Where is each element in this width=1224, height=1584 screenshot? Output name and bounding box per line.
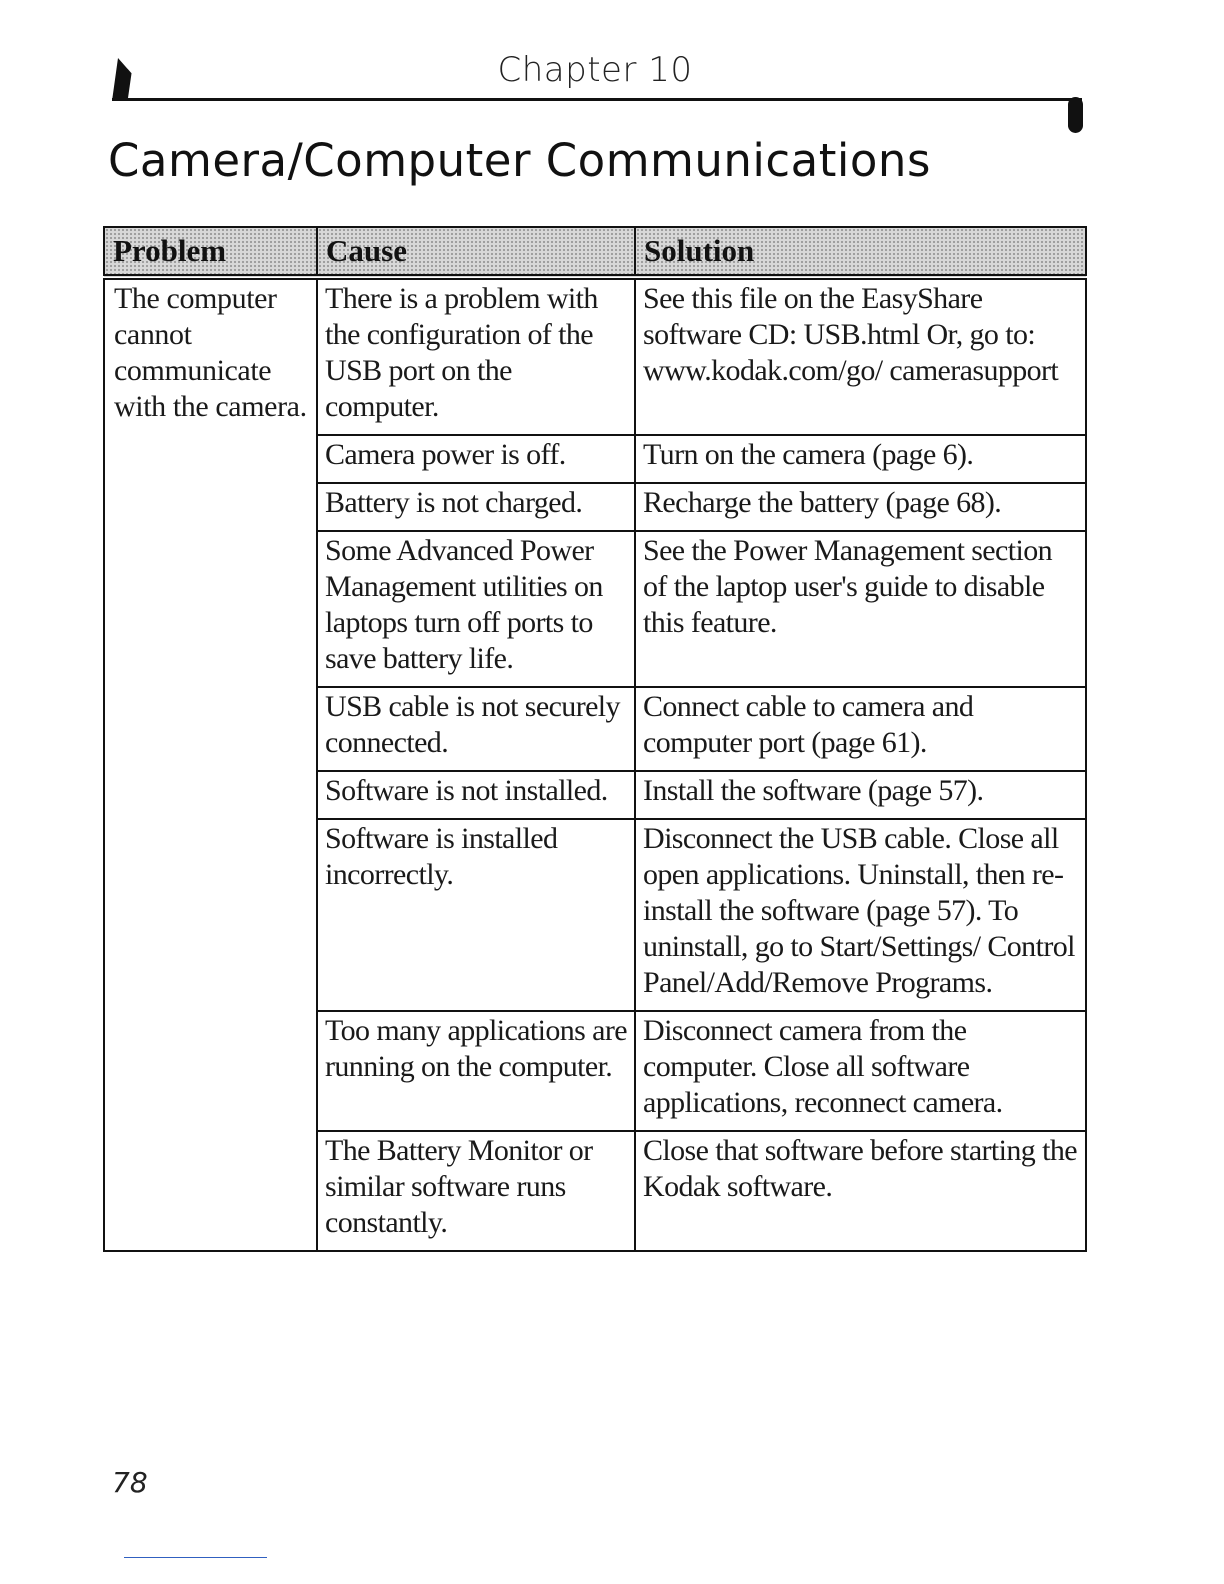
column-header-solution: Solution [635,227,1086,277]
page-number: 78 [112,1466,148,1499]
column-header-problem: Problem [104,227,317,277]
chapter-rule [112,98,1082,101]
table-header-row [104,227,1086,277]
solution-cell: Recharge the battery (page 68). [635,483,1086,531]
solution-cell: Turn on the camera (page 6). [635,435,1086,483]
cause-cell: Camera power is off. [317,435,635,483]
solution-cell: Connect cable to camera and computer port (page 61). [635,687,1086,771]
troubleshooting-table-container [103,226,1085,1252]
column-header-cause: Cause [317,227,635,277]
footer-rule [124,1557,267,1558]
page-title: Camera/Computer Communications [108,134,931,187]
cause-cell: There is a problem with the configuration of the USB port on the computer. [317,277,635,435]
cause-cell: Some Advanced Power Management utilities on laptops turn off ports to save battery life. [317,531,635,687]
cause-cell: The Battery Monitor or similar software runs constantly. [317,1131,635,1251]
solution-cell: See the Power Management section of the laptop user's guide to disable this feature. [635,531,1086,687]
troubleshooting-table [103,226,1087,1252]
table-row [104,277,1086,435]
solution-cell: See this file on the EasyShare software CD: USB.html Or, go to: www.kodak.com/go/ camerasupport [635,277,1086,435]
cause-cell: Software is not installed. [317,771,635,819]
solution-cell: Disconnect the USB cable. Close all open applications. Uninstall, then re-install the software (page 57). To uninstall, go to Start/Settings/ Control Panel/Add/Remove Programs. [635,819,1086,1011]
chapter-rule-end-mark [1068,97,1083,133]
solution-cell: Install the software (page 57). [635,771,1086,819]
solution-cell: Close that software before starting the Kodak software. [635,1131,1086,1251]
problem-cell: The computer cannot communicate with the camera. [104,277,317,1251]
cause-cell: Battery is not charged. [317,483,635,531]
solution-cell: Disconnect camera from the computer. Close all software applications, reconnect camera. [635,1011,1086,1131]
chapter-label: Chapter 10 [497,50,693,90]
cause-cell: Software is installed incorrectly. [317,819,635,1011]
cause-cell: USB cable is not securely connected. [317,687,635,771]
cause-cell: Too many applications are running on the computer. [317,1011,635,1131]
